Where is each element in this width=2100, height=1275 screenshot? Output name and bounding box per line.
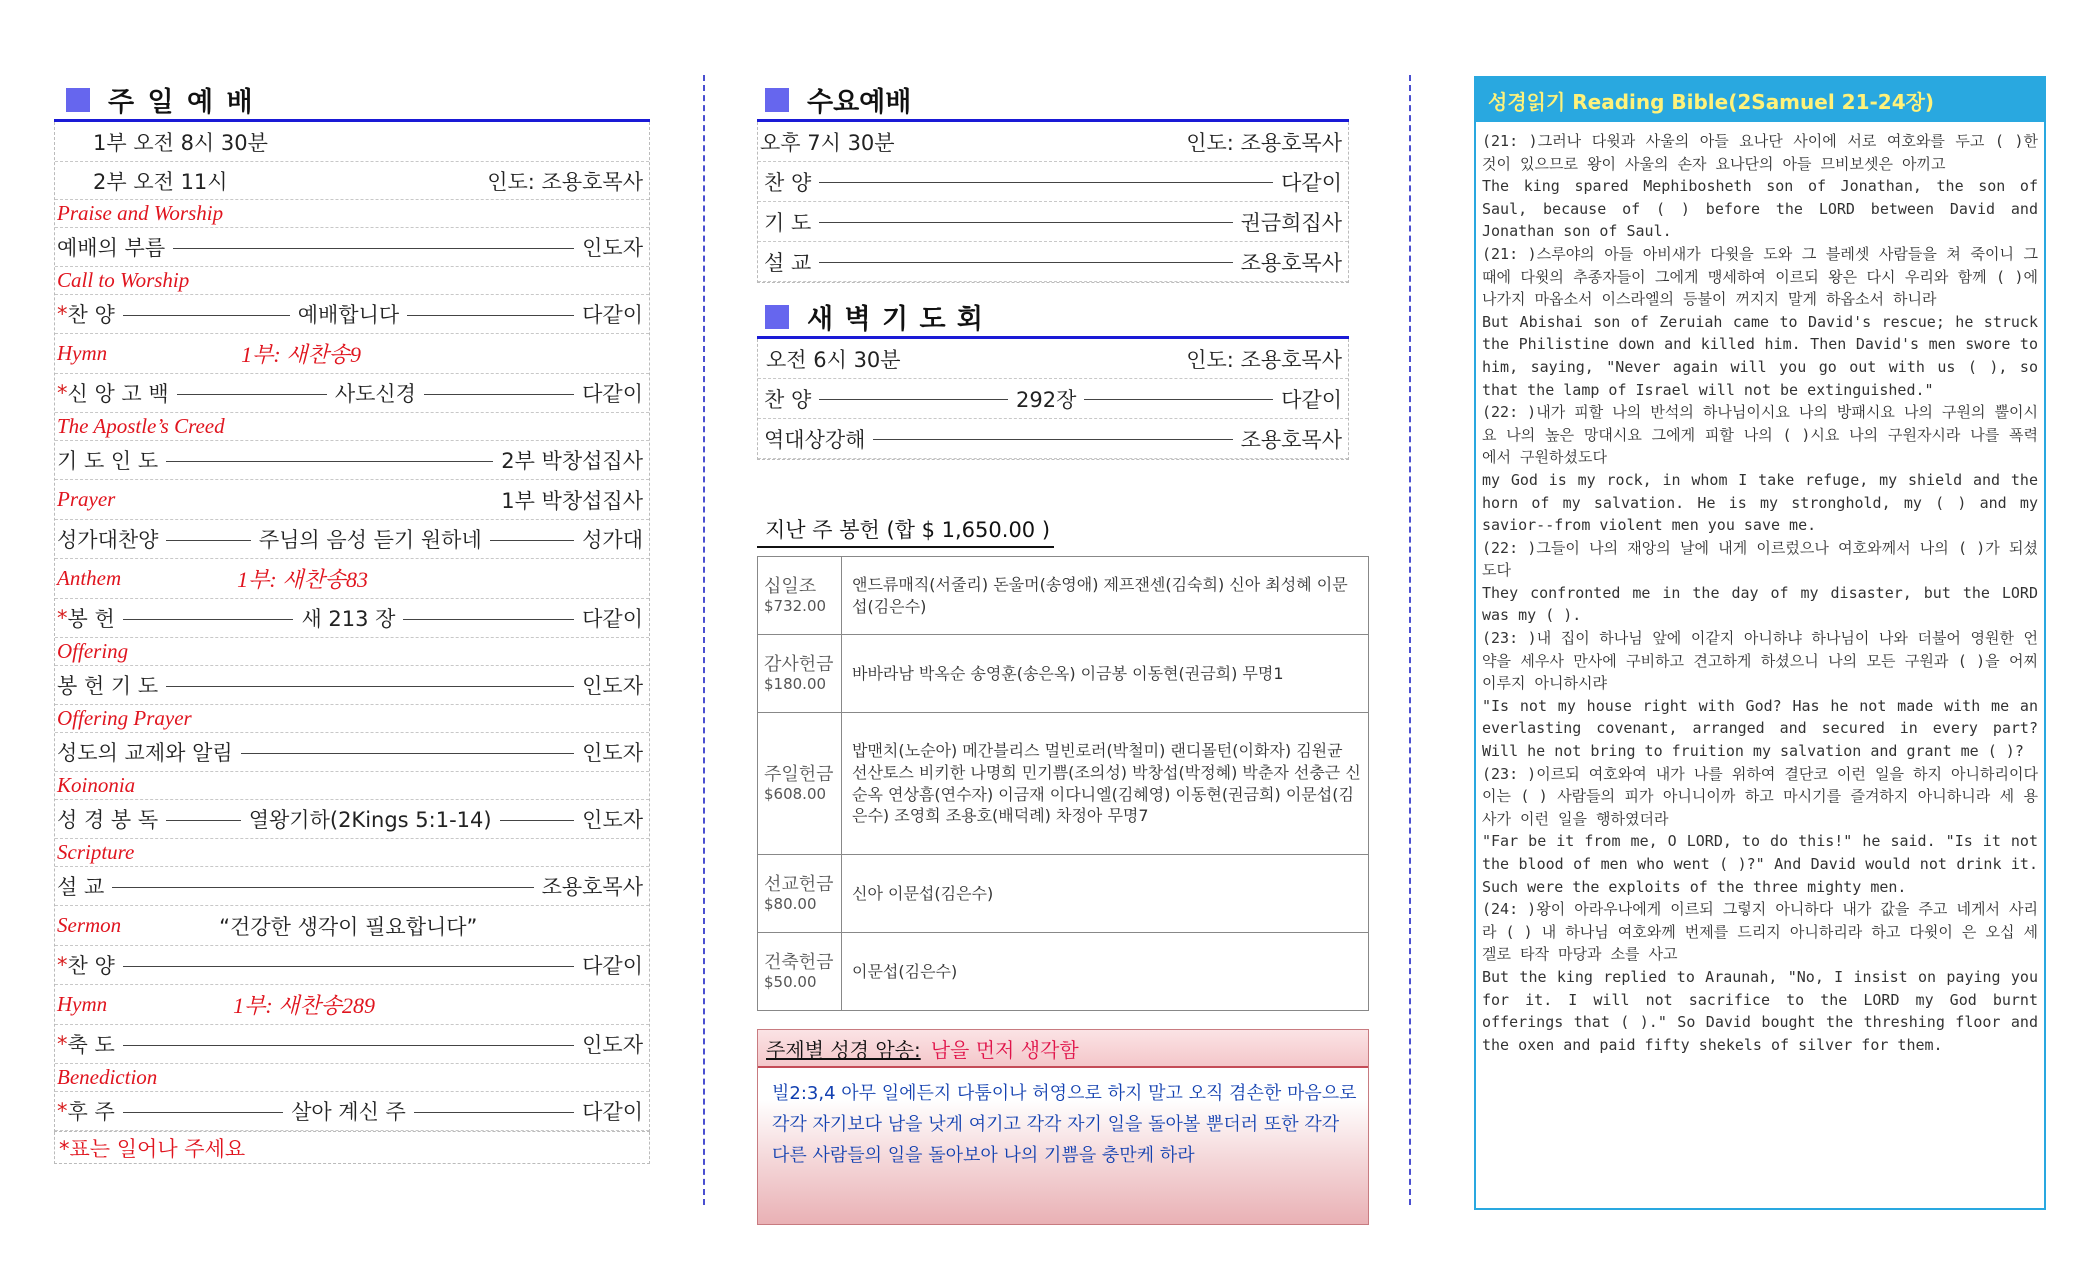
order-item-leader: 성가대 (582, 528, 643, 552)
standing-note: *표는 일어나 주세요 (59, 1136, 246, 1161)
offering-amount: $732.00 (764, 597, 827, 616)
english-heading: Anthem (57, 566, 122, 590)
service-time-2 (55, 162, 649, 200)
dawn-prayer-list (757, 339, 1349, 460)
order-item-label: 후 주 (67, 1100, 115, 1124)
order-item (55, 1025, 649, 1064)
order-item-label: 찬 양 (764, 387, 812, 412)
order-item-detail: 살아 계신 주 (291, 1100, 406, 1124)
english-heading-row (55, 985, 649, 1025)
offering-title: 지난 주 봉헌 (합 $ 1,650.00 ) (757, 514, 1054, 548)
order-item-detail: 새 213 장 (301, 607, 396, 631)
service-time-1-text: 1부 오전 8시 30분 (93, 130, 268, 155)
wednesday-list (757, 122, 1349, 283)
offering-category: 건축헌금 (764, 951, 834, 973)
order-item-leader: 다같이 (582, 954, 643, 978)
leader-line (414, 1112, 574, 1113)
bible-paragraph: (22: )그들이 나의 재앙의 날에 내게 이르렀으나 여호와께서 나의 ( )가 되셨도다 (1482, 538, 2038, 580)
square-bullet-icon (765, 88, 789, 112)
order-item (55, 295, 649, 334)
bible-paragraph: (24: )왕이 아라우나에게 이르되 그렇지 아니하다 내가 값을 주고 네게서 사리라 ( ) 내 하나님 여호와께 번제를 드리지 아니하리라 하고 다윗이 은 오십 세겔로 타작 마당과 소를 사고 (1482, 900, 2038, 964)
hymn-number: 1부: 새찬송289 (233, 993, 375, 1018)
english-heading: Scripture (57, 840, 135, 864)
square-bullet-icon (66, 88, 90, 112)
order-item (55, 1092, 649, 1131)
order-item-leader: 인도자 (582, 808, 644, 832)
order-item-leader: 2부 박창섭집사 (501, 449, 643, 473)
order-item-label: 축 도 (67, 1033, 115, 1057)
english-heading: Prayer (57, 487, 116, 511)
order-item-leader: 권금희집사 (1240, 210, 1342, 235)
leader-line (819, 222, 1232, 223)
required-standing-star: * (57, 381, 68, 405)
hymn-number: 1부: 새찬송83 (237, 567, 368, 592)
order-item-label: 예배의 부름 (57, 236, 166, 260)
leader-line (123, 1112, 283, 1113)
english-heading: The Apostle’s Creed (57, 414, 225, 438)
order-item (758, 419, 1348, 459)
leader-line (166, 686, 574, 687)
order-item-label: 봉 헌 (67, 607, 115, 631)
order-item-detail: 주님의 음성 듣기 원하네 (258, 528, 482, 552)
english-heading: Call to Worship (57, 268, 190, 292)
english-heading: Praise and Worship (57, 201, 224, 225)
order-item (55, 441, 649, 480)
sermon-title: “건강한 생각이 필요합니다” (219, 914, 478, 939)
offering-names: 이문섭(김은수) (842, 933, 1369, 1011)
bible-paragraph: But the king replied to Araunah, "No, I insist on paying you for it. I will not sacrifice to the LORD my God burnt offerings that ( )." So David bought the threshing floor and the oxen and paid fifty shekels of silver for them. (1482, 967, 2038, 1054)
sunday-items (55, 200, 649, 1131)
order-item-leader: 다같이 (582, 607, 643, 631)
leader-line (424, 394, 574, 395)
offering-names: 앤드류매직(서줄리) 돈울머(송영애) 제프잰센(김숙희) 신아 최성혜 이문섭(김은수) (842, 557, 1369, 635)
offering-row (758, 635, 1369, 713)
dawn-leader: 인도: 조용호목사 (1186, 347, 1342, 372)
required-standing-star: * (57, 1032, 68, 1056)
bible-reading-box (1474, 76, 2046, 1210)
order-item-label: 찬 양 (764, 170, 812, 195)
order-item-detail: 292장 (1016, 387, 1077, 412)
order-item-leader: 다같이 (582, 1100, 644, 1124)
order-item-label: 기 도 인 도 (57, 449, 159, 473)
order-item-label: 신 앙 고 백 (67, 382, 169, 406)
leader-line (166, 820, 241, 821)
order-item (55, 867, 649, 906)
order-item-label: 성도의 교제와 알림 (57, 741, 233, 765)
leader-line (500, 820, 575, 821)
leader-line (112, 887, 533, 888)
leader-line (819, 399, 1008, 400)
offering-category-cell (758, 855, 842, 933)
order-item-label: 설 교 (57, 875, 105, 899)
offering-row (758, 557, 1369, 635)
order-item-leader: 인도자 (582, 1033, 643, 1057)
leader-line (403, 619, 574, 620)
order-item-label: 역대상강해 (764, 427, 866, 452)
column-divider-right (1409, 75, 1411, 1205)
english-heading-row (55, 638, 649, 666)
order-item-leader: 다같이 (1281, 170, 1342, 195)
offering-amount: $180.00 (764, 675, 827, 694)
dawn-prayer-title: 새 벽 기 도 회 (807, 304, 985, 335)
leader-line (490, 540, 574, 541)
sunday-order-list (54, 122, 650, 1132)
order-item-label: 찬 양 (67, 303, 115, 327)
memory-verse-header (758, 1030, 1368, 1068)
order-item-leader: 인도자 (582, 236, 643, 260)
service-leader-text: 인도: 조용호목사 (487, 169, 643, 194)
order-item-label: 기 도 (764, 210, 812, 235)
bible-paragraph: (21: )스루야의 아들 아비새가 다윗을 도와 그 블레셋 사람들을 쳐 죽이니 그 때에 다윗의 추종자들이 그에게 맹세하여 이르되 왕은 다시 우리와 함께 ( )에 나가지 마옵소서 이스라엘의 등불이 꺼지지 말게 하옵소서 하니라 (1482, 244, 2038, 309)
english-heading-row (55, 559, 649, 599)
leader-line (123, 619, 294, 620)
order-item-leader: 조용호목사 (1240, 427, 1342, 452)
required-standing-star: * (57, 302, 68, 326)
order-item-detail: 사도신경 (334, 382, 416, 406)
offering-row (758, 933, 1369, 1011)
bible-paragraph: The king spared Mephibosheth son of Jonathan, the son of Saul, because of ( ) before the LORD between David and Jonathan son of Saul. (1482, 177, 2038, 241)
order-item (758, 379, 1348, 419)
leader-line (177, 394, 327, 395)
english-heading-row (55, 839, 649, 867)
order-item (758, 242, 1348, 282)
sunday-worship-header (54, 80, 650, 122)
bible-paragraph: (23: )내 집이 하나님 앞에 이같지 아니하냐 하나님이 나와 더불어 영원한 언약을 세우사 만사에 구비하고 견고하게 하셨으니 나의 모든 구원과 ( )을 어찌 이루지 아니하시랴 (1482, 629, 2038, 693)
bible-reading-text (1476, 122, 2044, 1056)
bible-paragraph: (23: )이르되 여호와여 내가 나를 위하여 결단코 이런 일을 하지 아니하리이다 이는 ( ) 사람들의 피가 아니니이까 하고 마시기를 즐겨하지 아니하니라 세 용사가 이런 일을 행하였더라 (1482, 764, 2038, 828)
order-item-leader: 인도자 (582, 741, 643, 765)
english-heading: Offering Prayer (57, 706, 192, 730)
leader-line (819, 182, 1273, 183)
order-item-label: 성 경 봉 독 (57, 808, 159, 832)
bible-paragraph: (22: )내가 피할 나의 반석의 하나님이시요 나의 방패시요 나의 구원의 뿔이시요 나의 높은 망대시요 그에게 피할 나의 ( )시요 나의 구원자시라 나를 폭력에서 구원하셨도다 (1482, 403, 2038, 467)
service-time-2-text: 2부 오전 11시 (93, 169, 228, 194)
offering-category: 선교헌금 (764, 873, 834, 895)
order-item (55, 520, 649, 559)
bible-paragraph: "Is not my house right with God? Has he not made with me an everlasting covenant, arranged and secured in every part? Will he not bring to fruition my salvation and grant me ( )? (1482, 696, 2038, 761)
memory-verse-label: 주제별 성경 암송: (766, 1037, 921, 1062)
english-heading: Koinonia (57, 773, 136, 797)
offering-category-cell (758, 635, 842, 713)
order-item-leader: 조용호목사 (1240, 250, 1342, 275)
offering-amount: $50.00 (764, 973, 817, 992)
order-item-label: 찬 양 (67, 954, 115, 978)
bible-paragraph: my God is my rock, in whom I take refuge, my shield and the horn of my salvation. He is my stronghold, my ( ) and my savior--from violent men you save me. (1482, 470, 2038, 535)
order-item-leader: 조용호목사 (541, 875, 643, 899)
order-item-label: 설 교 (764, 250, 812, 275)
leader-line (1084, 399, 1273, 400)
english-heading: Offering (57, 639, 129, 663)
offering-names: 바바라남 박옥순 송영훈(송은옥) 이금봉 이동현(권금희) 무명1 (842, 635, 1369, 713)
dawn-items (758, 379, 1348, 459)
leader-line (123, 966, 574, 967)
english-heading: Hymn (57, 992, 108, 1016)
english-heading: Hymn (57, 341, 108, 365)
english-heading: Sermon (57, 913, 122, 937)
required-standing-star: * (57, 953, 68, 977)
offering-category: 십일조 (764, 575, 817, 597)
offering-category: 주일헌금 (764, 763, 834, 785)
service-time-1 (55, 122, 649, 162)
sunday-worship-section (54, 80, 650, 1164)
order-item-label: 성가대찬양 (57, 528, 159, 552)
offering-names: 신아 이문섭(김은수) (842, 855, 1369, 933)
leader-line (123, 1045, 574, 1046)
leader-line (166, 540, 250, 541)
offering-amount: $80.00 (764, 895, 817, 914)
english-heading-row (55, 705, 649, 733)
leader-line (123, 315, 290, 316)
order-item (55, 374, 649, 413)
english-heading-row (55, 772, 649, 800)
leader-line (166, 461, 493, 462)
wednesday-time: 오후 7시 30분 (760, 130, 895, 155)
offering-category-cell (758, 557, 842, 635)
wednesday-title: 수요예배 (807, 87, 912, 118)
wednesday-header (757, 80, 1349, 122)
memory-verse-text: 빌2:3,4 아무 일에든지 다툼이나 허영으로 하지 말고 오직 겸손한 마음으로 각각 자기보다 남을 낫게 여기고 각각 자기 일을 돌아볼 뿐더러 또한 각각 다른 사람들의 일을 돌아보아 나의 기쁨을 충만케 하라 (758, 1068, 1368, 1224)
bible-paragraph: (21: )그러나 다윗과 사울의 아들 요나단 사이에 서로 여호와를 두고 ( )한 것이 있으므로 왕이 사울의 손자 요나단의 아들 므비보셋은 아끼고 (1482, 132, 2038, 173)
english-heading-row (55, 413, 649, 441)
dawn-time: 오전 6시 30분 (766, 347, 901, 372)
english-heading-row (55, 906, 649, 946)
order-item (55, 599, 649, 638)
leader-line (873, 439, 1232, 440)
english-heading-row (55, 267, 649, 295)
order-item (55, 228, 649, 267)
wednesday-leader: 인도: 조용호목사 (1186, 130, 1342, 155)
offering-amount: $608.00 (764, 785, 827, 804)
offering-row (758, 713, 1369, 855)
bible-reading-title: 성경읽기 Reading Bible(2Samuel 21-24장) (1476, 78, 2044, 122)
offering-category-cell (758, 933, 842, 1011)
leader-line (819, 262, 1232, 263)
weekday-section (757, 80, 1361, 1225)
order-item-leader: 다같이 (582, 382, 643, 406)
offering-names: 밥맨치(노순아) 메간블리스 멀빈로러(박철미) 랜디몰턴(이화자) 김원균 선산토스 비키한 나명희 민기쁨(조의성) 박창섭(박정혜) 박춘자 선충근 신순옥 연상흠(연수자) 이금재 이다니엘(김혜영) 이동현(권금희) 이문섭(김은수) 조영희 조용호(배덕례) 차정아 무명7 (842, 713, 1369, 855)
required-standing-star: * (57, 1099, 68, 1123)
memory-verse-topic: 남을 먼저 생각함 (930, 1037, 1079, 1062)
order-item-label: 봉 헌 기 도 (57, 674, 159, 698)
order-item-leader: 다같이 (582, 303, 644, 327)
order-item-leader: 인도자 (582, 674, 643, 698)
bible-paragraph: They confronted me in the day of my disaster, but the LORD was my ( ). (1482, 583, 2038, 625)
sunday-worship-title: 주 일 예 배 (108, 87, 255, 118)
order-item-detail: 열왕기하(2Kings 5:1-14) (248, 808, 492, 832)
english-heading: Benediction (57, 1065, 158, 1089)
column-divider-left (703, 75, 705, 1205)
offering-category-cell (758, 713, 842, 855)
order-item (758, 202, 1348, 242)
order-item-detail: 예배합니다 (297, 303, 400, 327)
wednesday-time-row (758, 122, 1348, 162)
bible-paragraph: But Abishai son of Zeruiah came to David's rescue; he struck the Philistine down and killed him. Then David's men swore to him, saying, "Never again will you go out with us ( ), so that the lamp of Israel will not be extinguished." (1482, 312, 2038, 399)
offering-row (758, 855, 1369, 933)
english-heading-row (55, 480, 649, 520)
order-item (758, 162, 1348, 202)
order-item (55, 733, 649, 772)
hymn-number: 1부: 새찬송9 (241, 342, 361, 367)
required-standing-star: * (57, 606, 68, 630)
leader-line (241, 753, 575, 754)
english-heading-row (55, 1064, 649, 1092)
square-bullet-icon (765, 305, 789, 329)
leader-line (407, 315, 574, 316)
wednesday-items (758, 162, 1348, 282)
leader-name: 1부 박창섭집사 (501, 488, 643, 513)
memory-verse-box (757, 1029, 1369, 1225)
leader-line (173, 248, 574, 249)
order-item (55, 800, 649, 839)
offering-category: 감사헌금 (764, 653, 834, 675)
offering-table (757, 556, 1369, 1011)
bible-paragraph: "Far be it from me, O LORD, to do this!" he said. "Is it not the blood of men who went ( )?" And David would not drink it. Such were the exploits of the three mighty men. (1482, 832, 2038, 896)
order-item (55, 946, 649, 985)
dawn-time-row (758, 339, 1348, 379)
english-heading-row (55, 200, 649, 228)
order-item (55, 666, 649, 705)
english-heading-row (55, 334, 649, 374)
order-item-leader: 다같이 (1281, 387, 1343, 412)
standing-note-row (54, 1132, 650, 1164)
dawn-prayer-header (757, 297, 1349, 339)
